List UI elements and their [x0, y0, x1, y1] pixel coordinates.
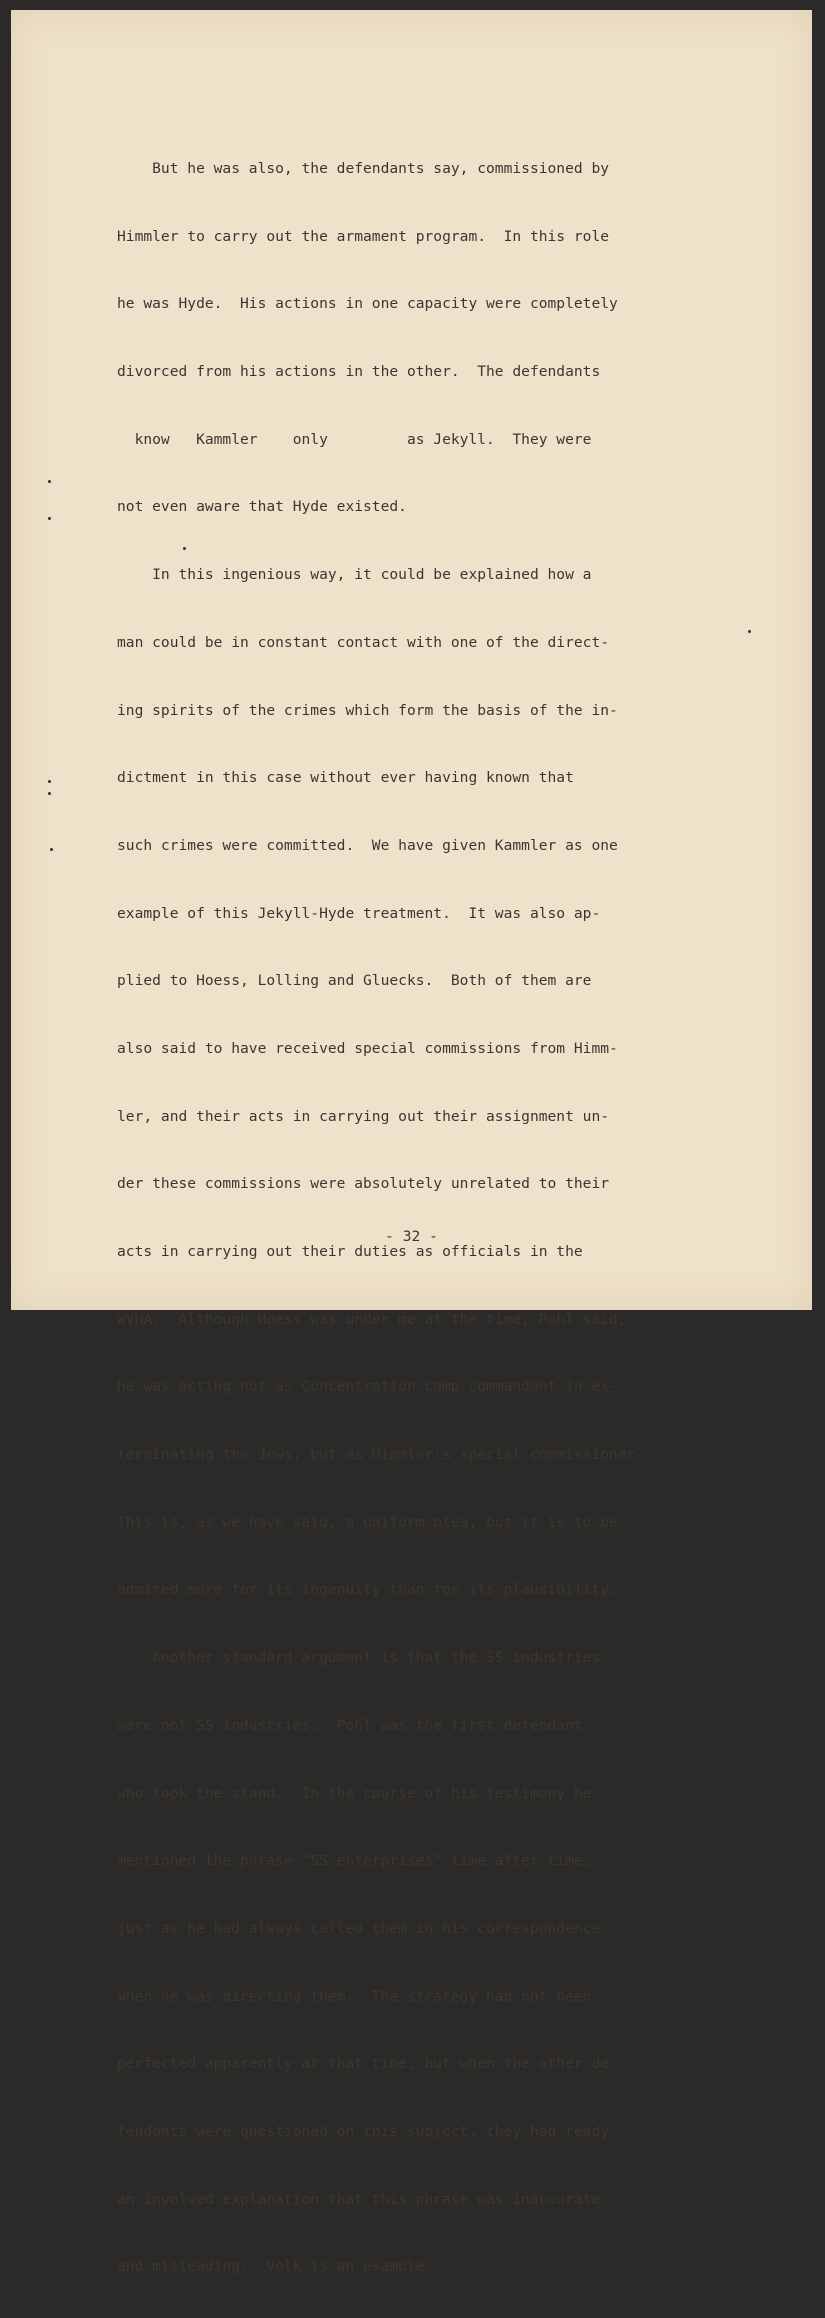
text-line: an involved explanation that this phrase was inaccurate — [117, 2190, 601, 2208]
text-line: ing spirits of the crimes which form the basis of the in- — [117, 701, 618, 719]
ink-speck — [50, 848, 53, 851]
document-page — [11, 10, 812, 2276]
text-line: and misleading. Volk is an example. — [117, 2258, 434, 2276]
text-line: This is, as we have said, a uniform plea, but it is to be — [117, 1513, 618, 1531]
ink-speck — [48, 517, 51, 520]
text-line: divorced from his actions in the other. The defendants — [117, 363, 601, 381]
text-line: acts in carrying out their duties as officials in the — [117, 1243, 583, 1260]
body-text — [117, 118, 737, 2318]
text-line: not even aware that Hyde existed. — [117, 498, 407, 516]
text-line: But he was also, the defendants say, commissioned by — [117, 160, 610, 177]
text-line: ler, and their acts in carrying out their assignment un- — [117, 1107, 610, 1125]
ink-speck — [748, 630, 751, 633]
text-line: know Kammler only as Jekyll. They were — [117, 430, 592, 448]
text-line: WVHA. Although Hoess was under me at the time, Pohl said, — [117, 1310, 627, 1328]
text-line: also said to have received special commissions from Himm- — [117, 1039, 618, 1057]
text-line: fendants were questioned on this subject, they had ready — [117, 2122, 610, 2140]
text-line: In this ingenious way, it could be explained how a — [117, 566, 592, 584]
page-number: - 32 - — [385, 1228, 438, 1245]
text-line: terminating the Jews, but as Himmler's special commissioner. — [117, 1446, 645, 1464]
text-line: such crimes were committed. We have given Kammler as one — [117, 836, 618, 854]
text-line: he was acting not as Concentration camp commandant in ex- — [117, 1378, 618, 1396]
ink-speck — [48, 480, 51, 483]
text-line: mentioned the phrase "SS enterprises" time after time, — [117, 1852, 592, 1870]
text-line: he was Hyde. His actions in one capacity were completely — [117, 295, 618, 313]
text-line: Another standard argument is that the SS industries — [117, 1649, 601, 1667]
text-line: der these commissions were absolutely unrelated to their — [117, 1175, 610, 1193]
text-line: admired more for its ingenuity than for its plausibility. — [117, 1581, 618, 1599]
text-line: Himmler to carry out the armament program. In this role — [117, 227, 610, 245]
ink-speck — [48, 792, 51, 795]
text-line: plied to Hoess, Lolling and Gluecks. Both of them are — [117, 972, 592, 990]
ink-speck — [48, 780, 51, 783]
text-line: were not SS industries. Pohl was the first defendant — [117, 1716, 583, 1734]
text-line: man could be in constant contact with one of the direct- — [117, 633, 610, 651]
text-line: dictment in this case without ever having known that — [117, 769, 574, 787]
text-line: just as he had always called them in his correspondence — [117, 1919, 601, 1937]
text-line: perfected apparently at that time, but when the other de- — [117, 2055, 618, 2073]
text-line: who took the stand. In the course of his testimony he — [117, 1784, 592, 1802]
text-line: example of this Jekyll-Hyde treatment. It was also ap- — [117, 904, 601, 922]
ink-speck — [183, 547, 186, 550]
text-line: when he was directing them. The strategy had not been — [117, 1987, 592, 2005]
